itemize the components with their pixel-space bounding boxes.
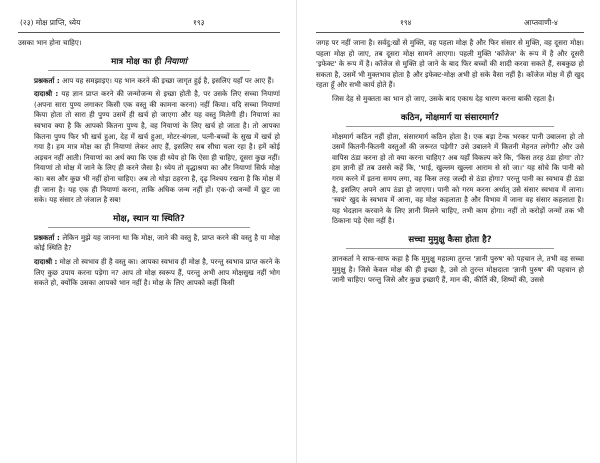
section-heading-mumukshu: सच्चा मुमुक्षु कैसा होता है? xyxy=(408,234,492,245)
left-page-body xyxy=(18,38,280,292)
header-rule xyxy=(18,32,280,33)
section-heading-moksha-sthan: मोक्ष, स्थान या स्थिति? xyxy=(113,213,185,224)
answer-text: मोक्ष तो स्वभाव ही है वस्तु का। आपका स्वभाव ही मोक्ष है, परन्तु स्वभाव प्राप्त करने के लिए कुछ उपाय करना पड़ेगा न? आप तो मोक्ष स्वरूप हैं, परन्तु अभी आप मोक्षसुख नहीं भोग सकते हो, क्योंकि उसका आपको भान नहीं है। मोक्ष के लिए आपको कहीं किसी xyxy=(34,256,280,288)
chapter-heading: (२३) मोक्ष प्राप्ति, ध्येय xyxy=(20,18,81,27)
answer-text: यह ज्ञान प्राप्त करने की जन्मोजन्म से इच्छा होती है, पर उसके लिए सच्चा नियाणां (अपना सारा पुण्य लगाकर किसी एक वस्तु की कामना करना) नहीं किया। यदि सच्चा नियाणां किया होता तो सारा ही पुण्य उसमें ही खर्च हो जाएगा और यह वस्तु मिलेगी ही। नियाणां का स्वभाव क्या है कि आपको कितना पुण्य है, वह नियाणां के लिए खर्च हो जाता है। तो आपका कितना पुण्य फिर भी खर्च हुआ, देह में खर्च हुआ, मोटर-बंगला, पत्नी-बच्चों के सुख में खर्च हो गया है। हम मात्र मोक्ष का ही नियाणां लेकर आए हैं, इसलिए सब सीधा चला रहा है। हमें कोई अड़चन नहीं आती। नियाणां का अर्थ क्या कि एक ही ध्येय हो कि ऐसा ही चाहिए, दूसरा कुछ नहीं। नियाणां तो मोक्ष में जाने के लिए ही करने जैसा है। ध्येय तो वृद्धाश्रया का और नियाणां सिर्फ मोक्ष का। बस और कुछ भी नहीं होना चाहिए। अब तो थोड़ा ठहरना है, दृढ़ निश्चय रखना है कि मोक्ष में ही जाना है। यह एक ही नियाणां करना, ताकि अधिक जन्म नहीं हों। एक-दो जन्मों में छूट जा सके। यह संसार तो जंजाल है सब! xyxy=(34,89,280,205)
section-underline xyxy=(48,227,250,228)
body-paragraph: जिस देह से मुक्तता का भान हो जाए, उसके बाद एकाध देह धारण करना बाकी रहता है। xyxy=(332,93,555,103)
book-gutter xyxy=(296,0,297,463)
header-rule xyxy=(316,32,584,33)
section-heading-prefix: मात्र मोक्ष का ही xyxy=(111,56,165,67)
speaker-questioner: प्रश्नकर्ता : xyxy=(34,232,60,242)
question-text: आप यह समझाइए। यह भान करने की इच्छा जागृत हुई है, इसलिए यहाँ पर आए हैं। xyxy=(59,75,274,85)
speaker-dadashri: दादाश्री : xyxy=(34,256,58,266)
section-heading-niyana xyxy=(18,56,280,68)
right-page xyxy=(316,0,584,463)
right-page-header xyxy=(316,18,584,30)
speaker-questioner: प्रश्नकर्ता : xyxy=(34,75,60,85)
body-paragraph: ज्ञानकर्ता ने साफ-साफ कहा है कि मुमुक्षु महात्मा तुरन्त 'ज्ञानी पुरुष' को पहचान ले, तभी वह सच्चा मुमुक्षु है। जिसे केवल मोक्ष की ही इच्छा है, उसे तो तुरन्त मोक्षदाता 'ज्ञानी पुरुष' की पहचान हो जानी चाहिए। परन्तु जिसे और कुछ इच्छाएँ हैं, मान की, कीर्ति की, शिष्यों की, उससे xyxy=(332,253,584,285)
question-paragraph xyxy=(18,233,280,254)
answer-paragraph xyxy=(18,257,280,289)
page-number-right: १९४ xyxy=(400,18,412,27)
page-number-left: १९३ xyxy=(193,18,205,27)
question-paragraph xyxy=(18,76,280,87)
section-heading-emphasis: नियाणां xyxy=(164,56,187,67)
right-page-body xyxy=(316,38,584,289)
intro-line: उसका भान होना चाहिए। xyxy=(18,38,82,47)
question-text: लेकिन मुझे यह जानना था कि मोक्ष, जाने की वस्तु है, प्राप्त करने की वस्तु है या मोक्ष कोई स्थिति है? xyxy=(34,232,280,253)
answer-paragraph xyxy=(18,89,280,206)
speaker-dadashri: दादाश्री : xyxy=(34,89,59,99)
section-heading-kathin: कठिन, मोक्षमार्ग या संसारमार्ग? xyxy=(400,112,500,123)
left-page-header xyxy=(18,18,280,30)
left-page xyxy=(18,0,280,463)
body-paragraph: मोक्षमार्ग कठिन नहीं होता, संसारमार्ग कठिन होता है। एक बड़ा टेन्क भरकर पानी उबालना हो तो उसमें कितनी-कितनी वस्तुओं की जरूरत पड़ेगी? उसे उबालने में कितनी मेहनत लगेगी? और उसे वापिस ठंडा करना हो तो क्या करना चाहिए? अब यहाँ विकल्प करे कि, 'किस तरह ठंडा होगा' तो? हम ज्ञानी हों तब उससे कहें कि, 'भाई, खुल्लम खुल्ला आराम से सो जा।' यह सोचे कि पानी को गरम करने में इतना समय लगा, वह किस तरह जल्दी से ठंडा होगा? परन्तु पानी का स्वभाव ही ठंडा है, इसलिए अपने आप ठंडा हो जाएगा। पानी को गरम करना अर्थात् उसे संसार स्वभाव में लाना। 'स्वयं' खुद के स्वभाव में आना, वह मोक्ष कहलाता है और विभाव में जाना वह संसार कहलाता है। यह भेदज्ञान करवाने के लिए ज्ञानी मिलने चाहिए, तभी काम होगा। नहीं तो करोड़ों जन्मों तक भी ठिकाना पड़े ऐसा नहीं है। xyxy=(332,131,584,226)
section-underline xyxy=(346,248,554,249)
section-underline xyxy=(48,70,250,71)
book-title: आप्तवाणी-४ xyxy=(524,18,558,27)
body-paragraph: जगह पर नहीं जाना है। सर्वदु:खों से मुक्ति, वह पहला मोक्ष है और फिर संसार से मुक्ति, वह दूसरा मोक्ष। पहला मोक्ष हो जाए, तब दूसरा मोक्ष सामने आएगा। पहली मुक्ति 'कॉजेज' के रूप में है और दूसरी 'इफेक्ट' के रूप में है। कॉजेज से मुक्ति हो जाने के बाद फिर बच्चों की शादी करवा सकते हैं, सबकुछ हो सकता है, उसमें भी मुक्तभाव होता है और इफेक्ट-मोक्ष अभी हो सके वैसा नहीं है। कॉजेज मोक्ष में ही खुद रहता हूँ और सभी कार्य होते हैं। xyxy=(316,38,584,90)
section-underline xyxy=(346,126,554,127)
